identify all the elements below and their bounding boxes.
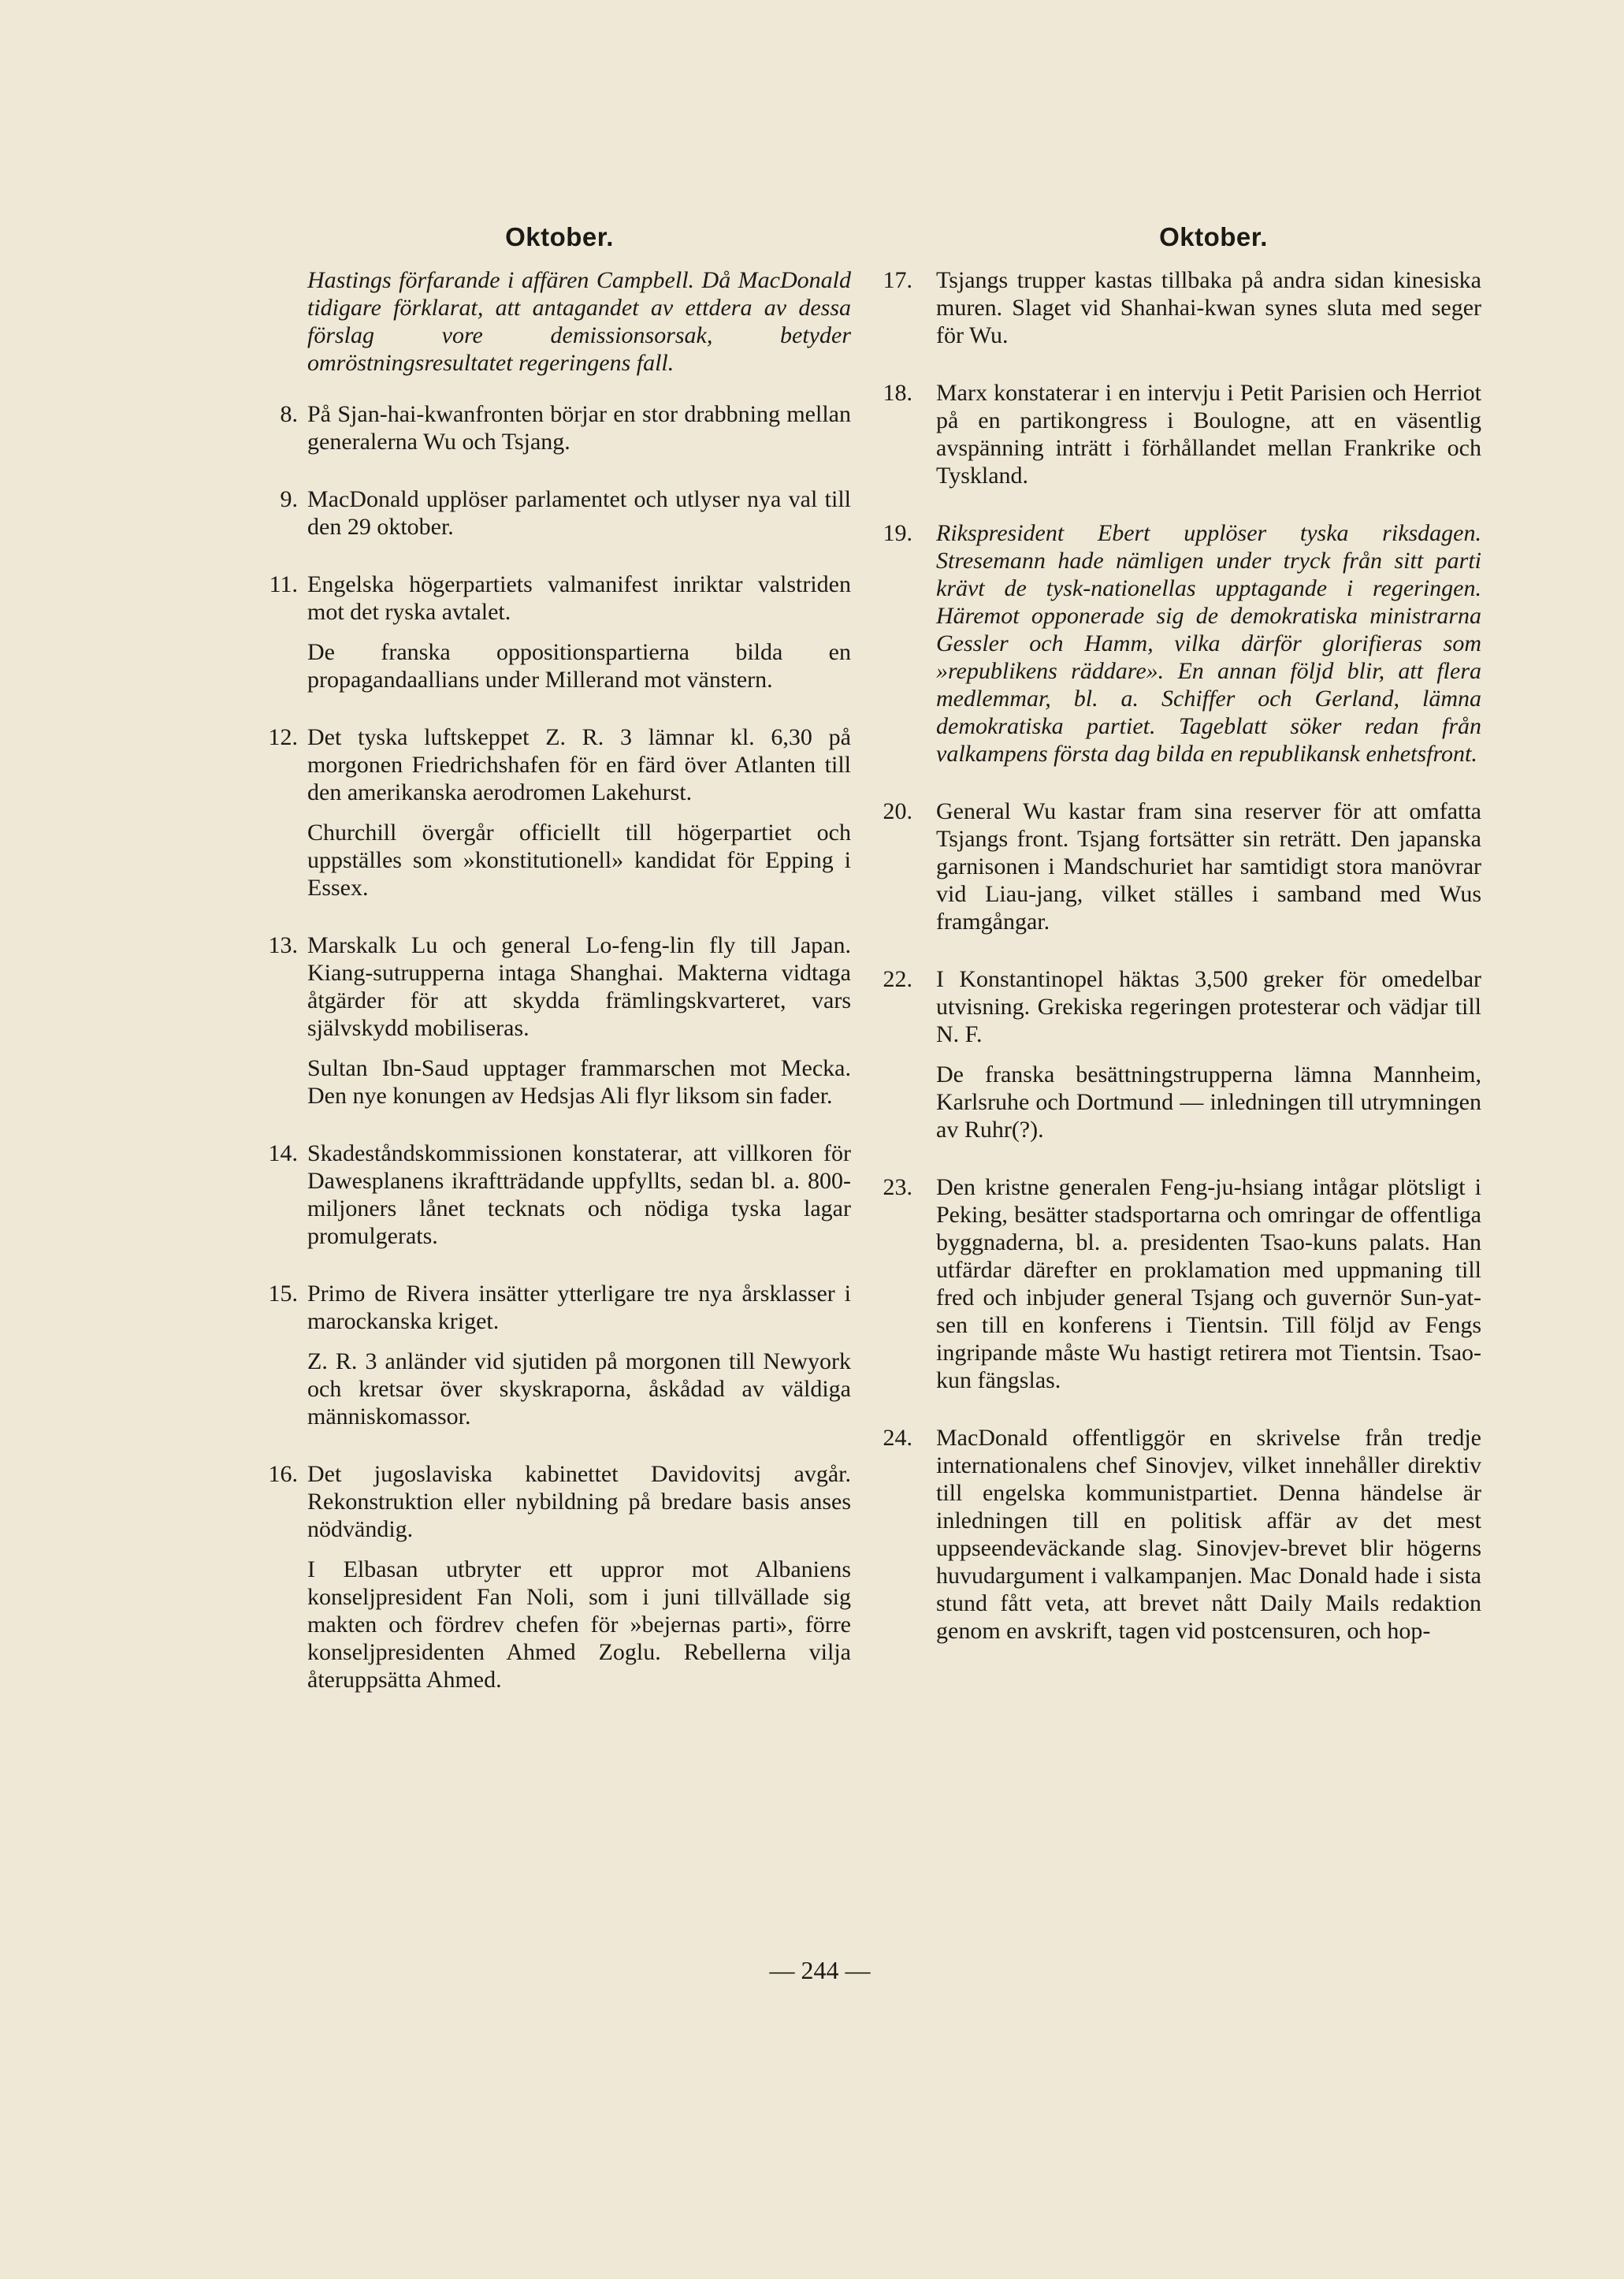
date-entry [883,797,1481,935]
left-column [236,222,851,1723]
date-entry [883,379,1481,489]
entry-day-number: 13. [268,932,298,958]
entry-paragraph: I Konstantinopel häktas 3,500 greker för omedelbar utvisning. Grekiska regeringen protesterar och vädjar till N. F. [936,966,1481,1047]
entry-paragraph: MacDonald offentliggör en skrivelse från tredje internationalens chef Sinovjev, vilket innehåller direktiv till engelska kommunistpartiet. Denna händelse är inledningen till en politisk affär av det mest uppseendeväckande slag. Sinovjev-brevet blir högerns huvudargument i valkampanjen. Mac Donald hade i sista stund fått veta, att brevet nått Daily Mails redaktion genom en avskrift, tagen vid postcensuren, och hop- [936,1425,1481,1644]
entry-day-number: 9. [280,486,298,512]
entry-day-number: 24. [883,1425,912,1451]
entry-paragraph: De franska besättningstrupperna lämna Mannheim, Karlsruhe och Dortmund — inledningen till utrymningen av Ruhr(?). [936,1061,1481,1143]
entry-day-number: 8. [280,401,298,427]
left-column-heading: Oktober. [505,222,614,251]
entry-paragraph: Primo de Rivera insätter ytterligare tre nya årsklasser i marockanska kriget. [307,1281,851,1334]
date-entry [236,1460,851,1693]
date-entry [883,519,1481,768]
date-entry [236,571,851,693]
entry-paragraph: Marx konstaterar i en intervju i Petit Parisien och Herriot på en partikongress i Boulogne, att en väsentlig avspänning inträtt i förhållandet mellan Frankrike och Tyskland. [936,380,1481,489]
entry-paragraph: Z. R. 3 anländer vid sjutiden på morgonen till Newyork och kretsar över skyskraporna, åskådad av väldiga människomassor. [307,1348,851,1429]
date-entry [236,485,851,541]
date-entry [236,1140,851,1250]
right-entries [883,266,1481,1645]
date-entry [236,931,851,1110]
left-column-lead [236,266,851,377]
entry-paragraph: Churchill övergår officiellt till högerpartiet och uppställes som »konstitutionell» kandidat för Epping i Essex. [307,820,851,901]
entry-day-number: 18. [883,380,912,406]
date-entry [883,965,1481,1143]
entry-paragraph: Rikspresident Ebert upplöser tyska riksdagen. Stresemann hade nämligen under tryck från sitt parti krävt de tysk-nationellas upptagande i regeringen. Häremot opponerade sig de demokratiska ministrarna Gessler och Hamm, vilka därför glorifieras som »republikens räddare». En annan följd blir, att flera medlemmar, bl. a. Schiffer och Gerland, lämna demokratiska partiet. Tageblatt söker redan från valkampens första dag bilda en republikansk enhetsfront. [936,520,1481,767]
entry-paragraph: Det jugoslaviska kabinettet Davidovitsj avgår. Rekonstruktion eller nybildning på bredare basis anses nödvändig. [307,1461,851,1542]
entry-paragraph: General Wu kastar fram sina reserver för att omfatta Tsjangs front. Tsjang fortsätter sin reträtt. Den japanska garnisonen i Mandschuriet har samtidigt stora manövrar vid Liau-jang, vilket ställes i samband med Wus framgångar. [936,798,1481,935]
date-entry [883,266,1481,349]
date-entry [883,1424,1481,1645]
entry-paragraph: Engelska högerpartiets valmanifest inriktar valstriden mot det ryska avtalet. [307,571,851,625]
entry-paragraph: Marskalk Lu och general Lo-feng-lin fly till Japan. Kiang-sutrupperna intaga Shanghai. Makterna vidtaga åtgärder för att skydda främlingskvarteret, vars självskydd mobiliseras. [307,932,851,1041]
entry-day-number: 16. [268,1461,298,1487]
entry-day-number: 14. [268,1140,298,1166]
date-entry [236,1280,851,1430]
right-column [883,222,1481,1675]
date-entry [883,1173,1481,1394]
entry-day-number: 17. [883,267,912,293]
entry-paragraph: På Sjan-hai-kwanfronten börjar en stor drabbning mellan generalerna Wu och Tsjang. [307,401,851,455]
entry-day-number: 19. [883,520,912,546]
entry-paragraph: MacDonald upplöser parlamentet och utlyser nya val till den 29 oktober. [307,486,851,540]
entry-paragraph: Den kristne generalen Feng-ju-hsiang intågar plötsligt i Peking, besätter stadsportarna och omringar de offentliga byggnaderna, bl. a. presidenten Tsao-kuns palats. Han utfärdar därefter en proklamation med uppmaning till fred och inbjuder general Tsjang och guvernör Sun-yat-sen till en konferens i Tientsin. Till följd av Fengs ingripande måste Wu hastigt retirera mot Tientsin. Tsao-kun fängslas. [936,1174,1481,1393]
entry-day-number: 11. [269,571,298,597]
entry-paragraph: Det tyska luftskeppet Z. R. 3 lämnar kl. 6,30 på morgonen Friedrichshafen för en färd över Atlanten till den amerikanska aerodromen Lakehurst. [307,724,851,805]
entry-day-number: 15. [268,1281,298,1307]
page-number: — 244 — [769,1956,871,1984]
entry-paragraph: I Elbasan utbryter ett uppror mot Albaniens konseljpresident Fan Noli, som i juni tillvällade sig makten och fördrev chefen för »bejernas parti», förre konseljpresidenten Ahmed Zoglu. Rebellerna vilja återuppsätta Ahmed. [307,1556,851,1693]
entry-day-number: 20. [883,798,912,824]
right-column-heading: Oktober. [1159,222,1268,251]
entry-day-number: 23. [883,1174,912,1200]
left-entries [236,400,851,1693]
entry-paragraph: De franska oppositionspartierna bilda en propagandaallians under Millerand mot vänstern. [307,639,851,693]
entry-day-number: 12. [268,724,298,750]
entry-paragraph: Sultan Ibn-Saud upptager frammarschen mot Mecka. Den nye konungen av Hedsjas Ali flyr liksom sin fader. [307,1055,851,1109]
date-entry [236,400,851,455]
entry-day-number: 22. [883,966,912,992]
date-entry [236,723,851,902]
entry-paragraph: Tsjangs trupper kastas tillbaka på andra sidan kinesiska muren. Slaget vid Shanhai-kwan synes sluta med seger för Wu. [936,267,1481,348]
lead-paragraph: Hastings förfarande i affären Campbell. Då MacDonald tidigare förklarat, att antagandet av ettdera av dessa förslag vore demissionsorsak, betyder omröstningsresultatet regeringens fall. [307,267,851,376]
entry-paragraph: Skadeståndskommissionen konstaterar, att villkoren för Dawesplanens ikraftträdande uppfyllts, sedan bl. a. 800-miljoners lånet tecknats och nödiga tyska lagar promulgerats. [307,1140,851,1249]
